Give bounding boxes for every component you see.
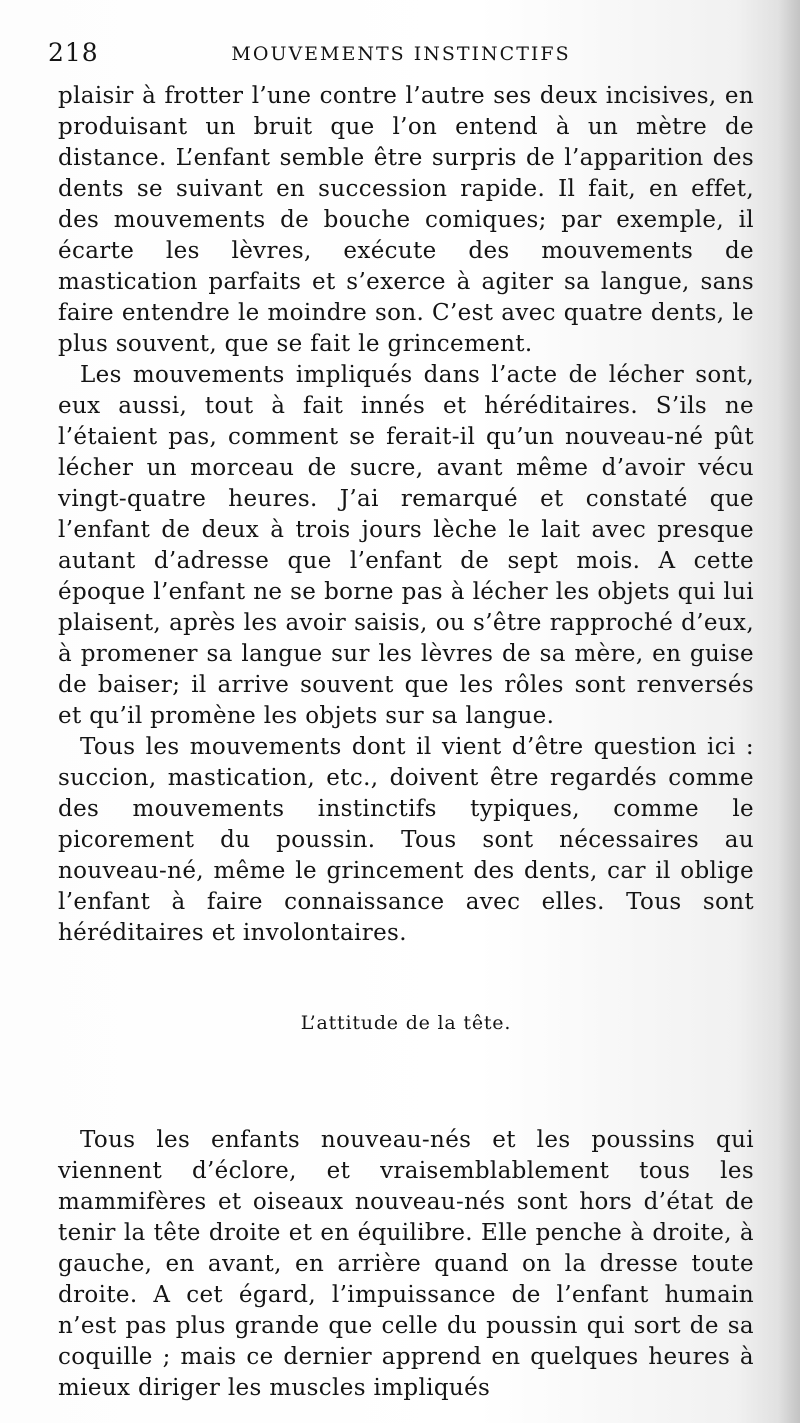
page-number: 218 [48, 38, 99, 67]
paragraph-instinctive-movements: Tous les mouvements dont il vient d’être question ici : succion, mastication, etc., doivent être regardés comme des mouvements instinctifs typiques, comme le picorement du poussin. Tous sont nécessaires au nouveau-né, même le grincement des dents, car il oblige l’enfant à faire connaissance avec elles. Tous sont héréditaires et involontaires. [58, 734, 754, 946]
running-head: MOUVEMENTS INSTINCTIFS [231, 43, 571, 65]
section-body [58, 1125, 754, 1404]
paragraph-licking: Les mouvements impliqués dans l’acte de lécher sont, eux aussi, tout à fait innés et héréditaires. S’ils ne l’étaient pas, comment se ferait-il qu’un nouveau-né pût lécher un morceau de sucre, avant même d’avoir vécu vingt-quatre heures. J’ai remarqué et constaté que l’enfant de deux à trois jours lèche le lait avec presque autant d’adresse que l’enfant de sept mois. A cette époque l’enfant ne se borne pas à lécher les objets qui lui plaisent, après les avoir saisis, ou s’être rapproché d’eux, à promener sa langue sur les lèvres de sa mère, en guise de baiser; il arrive souvent que les rôles sont renversés et qu’il promène les objets sur sa langue. [58, 362, 754, 729]
body-text [58, 81, 754, 949]
section-heading: L’attitude de la tête. [300, 1012, 512, 1034]
paragraph-head-attitude: Tous les enfants nouveau-nés et les poussins qui viennent d’éclore, et vraisemblablement tous les mammifères et oiseaux nouveau-nés sont hors d’état de tenir la tête droite et en équilibre. Elle penche à droite, à gauche, en avant, en arrière quand on la dresse toute droite. A cet égard, l’impuissance de l’enfant humain n’est pas plus grande que celle du poussin qui sort de sa coquille ; mais ce dernier apprend en quelques heures à mieux diriger les muscles impliqués [58, 1127, 754, 1401]
paragraph-continuation: plaisir à frotter l’une contre l’autre ses deux incisives, en produisant un bruit que l’on entend à un mètre de distance. L’enfant semble être surpris de l’apparition des dents se suivant en succession rapide. Il fait, en effet, des mouvements de bouche comiques; par exemple, il écarte les lèvres, exécute des mouvements de mastication parfaits et s’exerce à agiter sa langue, sans faire entendre le moindre son. C’est avec quatre dents, le plus souvent, que se fait le grincement. [58, 83, 754, 357]
page-header [48, 38, 754, 70]
